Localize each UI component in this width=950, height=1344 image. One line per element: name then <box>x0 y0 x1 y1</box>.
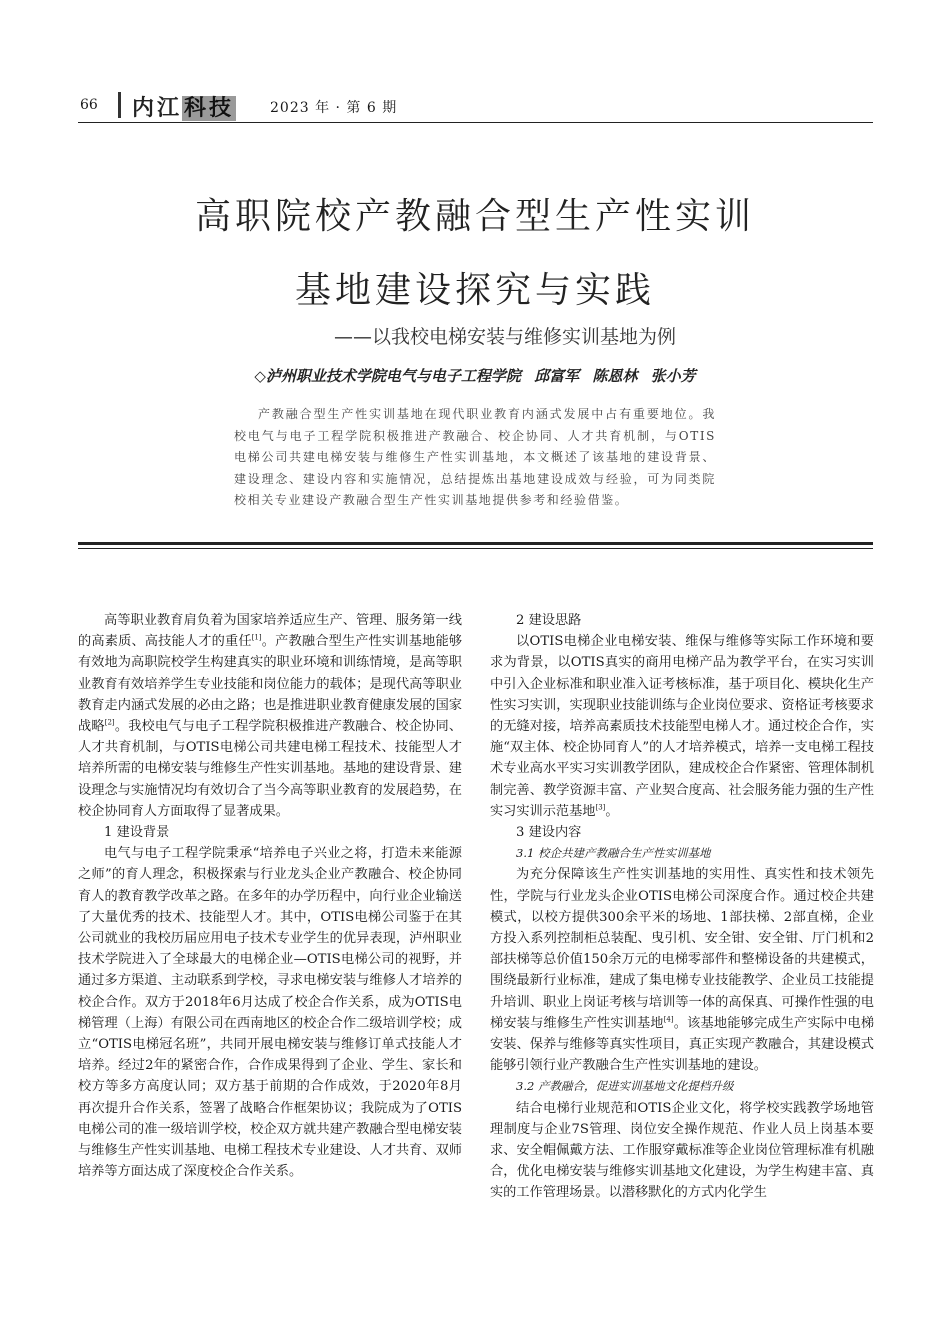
citation-ref: [3] <box>595 803 606 812</box>
author-name: 邱富军 <box>534 367 580 385</box>
author-line <box>0 365 950 386</box>
section-heading-1: 1 建设背景 <box>104 825 170 841</box>
journal-name-part2: 科技 <box>184 96 235 121</box>
section-heading-2: 2 建设思路 <box>516 613 582 628</box>
issue-label: 2023 年 · 第 6 期 <box>270 100 398 116</box>
sub31-text-a: 为充分保障该生产性实训基地的实用性、真实性和技术领先性，学院与行业龙头企业OTIS电梯公司深度合作。通过校企共建模式，以校方提供300余平米的场地、1部扶梯、2部直梯，企业方投入系列控制柜总装配、曳引机、安全钳、安全钳、厅门机和2部扶梯等总价值150余万元的电梯零部件和整梯设备的共建模式，围绕最新行业标准，建成了集电梯专业技能教学、企业员工技能提升培训、职业上岗证考核与培训等一体的高保真、可操作性强的电梯安装与维修生产性实训基地 <box>490 867 874 1031</box>
citation-ref: [4] <box>663 1015 674 1024</box>
affiliation: ◇泸州职业技术学院电气与电子工程学院 <box>254 367 521 385</box>
body-column-left <box>78 610 462 1182</box>
article-title-line1: 高职院校产教融合型生产性实训 <box>194 196 755 237</box>
citation-ref: [2] <box>104 718 115 727</box>
intro-text-b: 。产教融合型生产性实训基地能够有效地为高职院校学生构建真实的职业环境和训练情境，是高等职业教育有效培养学生专业技能和岗位能力的载体；是现代高等职业教育走内涵式发展的必由之路；也是推进职业教育健康发展的国家战略 <box>78 634 463 735</box>
subsection-heading-3-1: 3.1 校企共建产教融合生产性实训基地 <box>516 846 711 861</box>
section2-text-a: 以OTIS电梯企业电梯安装、维保与维修等实际工作环境和要求为背景，以OTIS真实的商用电梯产品为教学平台，在实习实训中引入企业标准和职业准入证考核标准，基于项目化、模块化生产性实习实训，实现职业技能训练与企业岗位要求、资格证考核要求的无缝对接，培养高素质技术技能型电梯人才。通过校企合作，实施“双主体、校企协同育人”的人才培养模式，培养一支电梯工程技术专业高水平实习实训教学团队，建成校企合作紧密、管理体制机制完善、教学资源丰富、产业契合度高、社会服务能力强的生产性实习实训示范基地 <box>490 634 874 819</box>
section2-paragraph <box>490 631 874 822</box>
page-number: 66 <box>80 97 98 113</box>
intro-text-c: 。我校电气与电子工程学院积极推进产教融合、校企协同、人才共育机制，与OTIS电梯公司共建电梯工程技术、技能型人才培养所需的电梯安装与维修生产性实训基地。基地的建设背景、建设理念与实施情况均有效切合了当今高等职业教育的发展趋势，在校企协同育人方面取得了显著成果。 <box>78 719 463 819</box>
journal-name-part1: 内江 <box>132 96 183 121</box>
abstract: 产教融合型生产性实训基地在现代职业教育内涵式发展中占有重要地位。我校电气与电子工程学院积极推进产教融合、校企协同、人才共育机制，与OTIS电梯公司共建电梯安装与维修生产性实训基地，本文概述了该基地的建设背景、建设理念、建设内容和实施情况，总结提炼出基地建设成效与经验，可为同类院校相关专业建设产教融合型生产性实训基地提供参考和经验借鉴。 <box>234 407 716 507</box>
section-heading-3: 3 建设内容 <box>516 825 582 841</box>
article-subtitle: ——以我校电梯安装与维修实训基地为例 <box>333 326 676 348</box>
section1-paragraph: 电气与电子工程学院秉承“培养电子兴业之将，打造未来能源之师”的育人理念，积极探索与行业龙头企业产教融合、校企协同育人的教育教学改革之路。在多年的办学历程中，向行业企业输送了大量优秀的技术、技能型人才。其中，OTIS电梯公司鉴于在其公司就业的我校历届应用电子技术专业学生的优异表现，泸州职业技术学院进入了全球最大的电梯企业—OTIS电梯公司的视野，并通过多方渠道、主动联系到学校，寻求电梯安装与维修人才培养的校企合作。双方于2018年6月达成了校企合作关系，成为OTIS电梯管理（上海）有限公司在西南地区的校企合作二级培训学校；成立“OTIS电梯冠名班”，共同开展电梯安装与维修订单式技能人才培养。经过2年的紧密合作，合作成果得到了企业、学生、家长和校方等多方高度认同；双方基于前期的合作成效，于2020年8月再次提升合作关系，签署了战略合作框架协议；我院成为了OTIS电梯公司的准一级培训学校，校企双方就共建产教融合型电梯安装与维修生产性实训基地、电梯工程技术专业建设、人才共育、双师培养等方面达成了深度校企合作关系。 <box>78 846 462 1180</box>
body-column-right <box>490 610 874 1204</box>
subsection31-paragraph <box>490 864 874 1076</box>
section-divider-thin <box>78 548 873 549</box>
author-name: 陈恩林 <box>592 367 638 385</box>
journal-logo <box>132 91 236 122</box>
intro-paragraph <box>78 610 462 822</box>
article-title-line2: 基地建设探究与实践 <box>294 270 655 311</box>
author-name: 张小芳 <box>650 367 696 385</box>
citation-ref: [1] <box>251 633 262 642</box>
subsection32-paragraph: 结合电梯行业规范和OTIS企业文化，将学校实践教学场地管理制度与企业7S管理、岗位安全操作规范、作业人员上岗基本要求、安全帽佩戴方法、工作服穿戴标准等企业岗位管理标准有机融合，优化电梯安装与维修实训基地文化建设，为学生构建丰富、真实的工作管理场景。以潜移默化的方式内化学生 <box>490 1100 874 1201</box>
section2-text-b: 。 <box>605 803 619 819</box>
page-header <box>78 88 873 123</box>
sub31-text-b: 。该基地能够完成生产实际中电梯安装、保养与维修等真实性项目，真正实现产教融合，其建设模式能够引领行业产教融合生产性实训基地的建设。 <box>490 1015 875 1074</box>
intro-text-a: 高等职业教育肩负着为国家培养适应生产、管理、服务第一线的高素质、高技能人才的重任 <box>78 613 462 650</box>
header-divider <box>118 92 121 118</box>
subsection-heading-3-2: 3.2 产教融合，促进实训基地文化提档升级 <box>516 1079 734 1094</box>
section-divider-thick <box>78 542 873 545</box>
